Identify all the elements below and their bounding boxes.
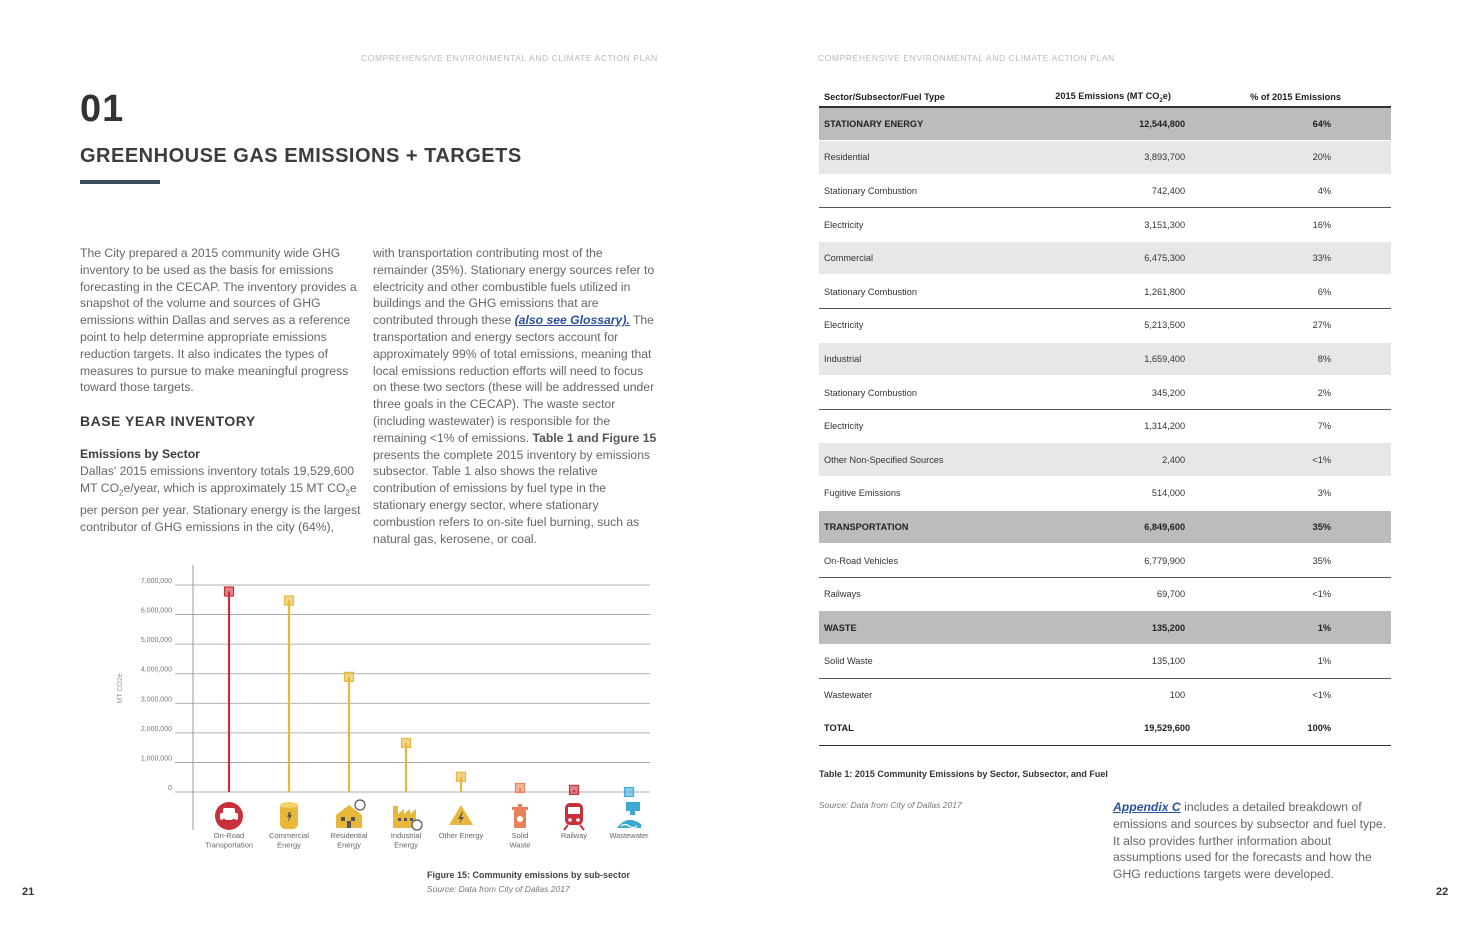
- table-row: [819, 342, 1391, 376]
- row-percent: 33%: [1190, 241, 1391, 275]
- row-emissions: 5,213,500: [1011, 309, 1190, 343]
- row-emissions: 742,400: [1011, 174, 1190, 208]
- train-icon: [564, 803, 584, 830]
- row-percent: <1%: [1190, 577, 1391, 611]
- x-tick-label: Commercial Energy: [268, 831, 310, 850]
- row-percent: 1%: [1190, 611, 1391, 645]
- row-emissions: 514,000: [1011, 477, 1190, 511]
- row-percent: <1%: [1190, 678, 1391, 712]
- subscript: 2: [1159, 97, 1163, 104]
- table-row: [819, 141, 1391, 175]
- table-row: [819, 309, 1391, 343]
- appendix-text: includes a detailed breakdown of emissions and sources by subsector and fuel type. It also provides further information about assumptions used for the forecasts and how the GHG reductions targets were developed.: [1113, 800, 1387, 882]
- warning-icon: [449, 805, 473, 825]
- table-row: [819, 275, 1391, 309]
- row-label: STATIONARY ENERGY: [819, 107, 1011, 141]
- sector-text-3: e per person per year. Stationary energy is the largest contributor of GHG emissions in the city (64%),: [80, 480, 361, 534]
- row-emissions: 1,261,800: [1011, 275, 1190, 309]
- row-percent: <1%: [1190, 443, 1391, 477]
- emissions-by-sector-paragraph: [80, 446, 365, 535]
- x-tick-label: Industrial Energy: [390, 831, 422, 850]
- chapter-number: 01: [80, 88, 125, 130]
- chart-stems: [225, 587, 634, 796]
- table-row: [819, 174, 1391, 208]
- table-row: [819, 443, 1391, 477]
- page-number-left: 21: [22, 886, 35, 898]
- row-emissions: 135,200: [1011, 611, 1190, 645]
- table-source: Source: Data from City of Dallas 2017: [819, 800, 962, 810]
- value-marker: [285, 596, 294, 605]
- house-icon: [336, 800, 365, 828]
- intro-paragraph: The City prepared a 2015 community wide GHG inventory to be used as the basis for emissions forecasting in the CECAP. The inventory provides a snapshot of the volume and sources of GHG emissions within Dallas and serves as a reference point to help determine appropriate emissions reduction targets. It also indicates the types of measures to pursue to make meaningful progress toward those targets.: [80, 246, 357, 395]
- row-label: Stationary Combustion: [819, 174, 1011, 208]
- row-emissions: 6,849,600: [1011, 510, 1190, 544]
- table-row: [819, 376, 1391, 410]
- emissions-header-text-2: e): [1162, 90, 1171, 101]
- sub-heading: Emissions by Sector: [80, 447, 200, 462]
- table-figure-reference: Table 1 and Figure 15: [532, 430, 657, 445]
- table-row: [819, 645, 1391, 679]
- y-axis-label: MT CO2e: [117, 673, 124, 704]
- y-tick-label: 3,000,000: [140, 696, 172, 704]
- row-percent: 16%: [1190, 208, 1391, 242]
- sector-text-1: Dallas' 2015 emissions inventory totals 19,529,600 MT CO: [80, 463, 354, 495]
- y-tick-label: 6,000,000: [140, 607, 172, 615]
- x-tick-label: Wastewater: [609, 831, 649, 840]
- fuel-tank-icon: [280, 802, 298, 829]
- subscript: 2: [119, 488, 124, 498]
- table-row: [819, 577, 1391, 611]
- table-caption: Table 1: 2015 Community Emissions by Sector, Subsector, and Fuel: [819, 769, 1108, 779]
- y-tick-label: 0: [168, 785, 172, 792]
- row-label: Other Non-Specified Sources: [819, 443, 1011, 477]
- x-tick-label: Other Energy: [438, 831, 484, 840]
- col2-text-3: presents the complete 2015 inventory by emissions subsector. Table 1 also shows the relative contribution of emissions by fuel type in the stationary energy sector, where stationary combustion refers to on-site fuel burning, such as natural gas, kerosene, or coal.: [373, 447, 651, 546]
- table-total-row: [819, 712, 1391, 746]
- table-body: [819, 107, 1391, 712]
- chart-icons: [215, 800, 641, 830]
- row-label: Fugitive Emissions: [819, 477, 1011, 511]
- subscript: 2: [345, 488, 350, 498]
- row-percent: 27%: [1190, 309, 1391, 343]
- row-label: Solid Waste: [819, 645, 1011, 679]
- value-marker: [570, 785, 579, 794]
- row-label: On-Road Vehicles: [819, 544, 1011, 578]
- row-label: TRANSPORTATION: [819, 510, 1011, 544]
- community-emissions-chart: [100, 560, 660, 860]
- value-marker: [625, 787, 634, 796]
- row-emissions: 1,314,200: [1011, 409, 1190, 443]
- chapter-title: GREENHOUSE GAS EMISSIONS + TARGETS: [80, 145, 522, 167]
- y-tick-label: 7,000,000: [140, 578, 172, 585]
- x-tick-label: Residential Energy: [330, 831, 368, 850]
- row-label: Stationary Combustion: [819, 275, 1011, 309]
- value-marker: [225, 587, 234, 596]
- table-row: [819, 611, 1391, 645]
- table-row: [819, 208, 1391, 242]
- running-header-right: COMPREHENSIVE ENVIRONMENTAL AND CLIMATE ACTION PLAN: [818, 53, 1115, 63]
- row-emissions: 12,544,800: [1011, 107, 1190, 141]
- sector-text-2: e/year, which is approximately 15 MT CO: [123, 480, 346, 495]
- figure-source: Source: Data from City of Dallas 2017: [427, 884, 570, 894]
- row-label: Commercial: [819, 241, 1011, 275]
- row-emissions: 135,100: [1011, 645, 1190, 679]
- row-emissions: 3,151,300: [1011, 208, 1190, 242]
- appendix-c-link[interactable]: Appendix C: [1113, 800, 1181, 814]
- page-number-right: 22: [1436, 886, 1449, 898]
- row-percent: 1%: [1190, 645, 1391, 679]
- row-percent: 3%: [1190, 477, 1391, 511]
- y-tick-label: 4,000,000: [140, 666, 172, 674]
- table-row: [819, 678, 1391, 712]
- title-underline: [80, 180, 160, 184]
- table-row: [819, 241, 1391, 275]
- y-tick-label: 5,000,000: [140, 637, 172, 645]
- row-emissions: 6,475,300: [1011, 241, 1190, 275]
- row-percent: 7%: [1190, 409, 1391, 443]
- x-tick-label: Solid Waste: [509, 831, 531, 850]
- row-emissions: 6,779,900: [1011, 544, 1190, 578]
- value-marker: [402, 738, 411, 747]
- row-percent: 2%: [1190, 376, 1391, 410]
- table-row: [819, 409, 1391, 443]
- row-label: Electricity: [819, 409, 1011, 443]
- row-emissions: 100: [1011, 678, 1190, 712]
- col2-text-1: with transportation contributing most of the remainder (35%). Stationary energy sources refer to electricity and other combustible fuels utilized in buildings and the GHG emissions that are contributed through these: [373, 246, 655, 328]
- column-2-paragraph: [373, 245, 658, 547]
- body-column-2: [373, 245, 658, 547]
- row-percent: 64%: [1190, 107, 1391, 141]
- row-emissions: 2,400: [1011, 443, 1190, 477]
- col2-text-2: The transportation and energy sectors account for approximately 99% of total emissions, meaning that local emissions reduction efforts will need to focus on these two sectors (these will be addressed under three goals in the CECAP). The waste sector (including wastewater) is responsible for the remaining <1% of emissions.: [373, 313, 655, 445]
- x-axis-labels: [205, 831, 649, 850]
- row-percent: 35%: [1190, 510, 1391, 544]
- row-label: Electricity: [819, 208, 1011, 242]
- table-row: [819, 510, 1391, 544]
- total-percent: 100%: [1190, 712, 1391, 746]
- body-column-1: [80, 245, 365, 536]
- row-label: WASTE: [819, 611, 1011, 645]
- row-emissions: 1,659,400: [1011, 342, 1190, 376]
- y-axis-ticks: [141, 578, 172, 792]
- row-emissions: 345,200: [1011, 376, 1190, 410]
- row-emissions: 69,700: [1011, 577, 1190, 611]
- table-row: [819, 477, 1391, 511]
- y-tick-label: 2,000,000: [140, 725, 172, 733]
- row-percent: 8%: [1190, 342, 1391, 376]
- row-percent: 4%: [1190, 174, 1391, 208]
- row-emissions: 3,893,700: [1011, 141, 1190, 175]
- value-marker: [516, 784, 525, 793]
- column-header-sector: Sector/Subsector/Fuel Type: [819, 88, 1011, 107]
- table-row: [819, 107, 1391, 141]
- x-tick-label: Railway: [560, 831, 588, 840]
- figure-caption: Figure 15: Community emissions by sub-sector: [427, 870, 631, 880]
- trash-bin-icon: [512, 804, 528, 828]
- column-header-emissions: [1011, 88, 1190, 107]
- value-marker: [345, 672, 354, 681]
- row-label: Residential: [819, 141, 1011, 175]
- row-label: Electricity: [819, 309, 1011, 343]
- row-label: Railways: [819, 577, 1011, 611]
- total-value: 19,529,600: [1011, 712, 1190, 746]
- table-header-row: [819, 88, 1391, 107]
- emissions-header-text-1: 2015 Emissions (MT CO: [1055, 90, 1160, 101]
- total-label: TOTAL: [819, 712, 1011, 746]
- row-label: Stationary Combustion: [819, 376, 1011, 410]
- row-percent: 35%: [1190, 544, 1391, 578]
- factory-icon: [393, 806, 422, 830]
- table-row: [819, 544, 1391, 578]
- appendix-paragraph: [1113, 799, 1393, 883]
- row-label: Wastewater: [819, 678, 1011, 712]
- section-heading: BASE YEAR INVENTORY: [80, 413, 256, 430]
- value-marker: [457, 772, 466, 781]
- running-header-left: COMPREHENSIVE ENVIRONMENTAL AND CLIMATE ACTION PLAN: [361, 53, 658, 63]
- water-tap-icon: [617, 802, 641, 828]
- column-header-percent: % of 2015 Emissions: [1190, 88, 1391, 107]
- car-icon: [215, 802, 243, 830]
- glossary-link[interactable]: (also see Glossary).: [514, 313, 630, 328]
- y-tick-label: 1,000,000: [140, 755, 172, 763]
- row-percent: 6%: [1190, 275, 1391, 309]
- row-percent: 20%: [1190, 141, 1391, 175]
- emissions-table: [819, 88, 1391, 746]
- x-tick-label: On-Road Transportation: [204, 831, 254, 850]
- row-label: Industrial: [819, 342, 1011, 376]
